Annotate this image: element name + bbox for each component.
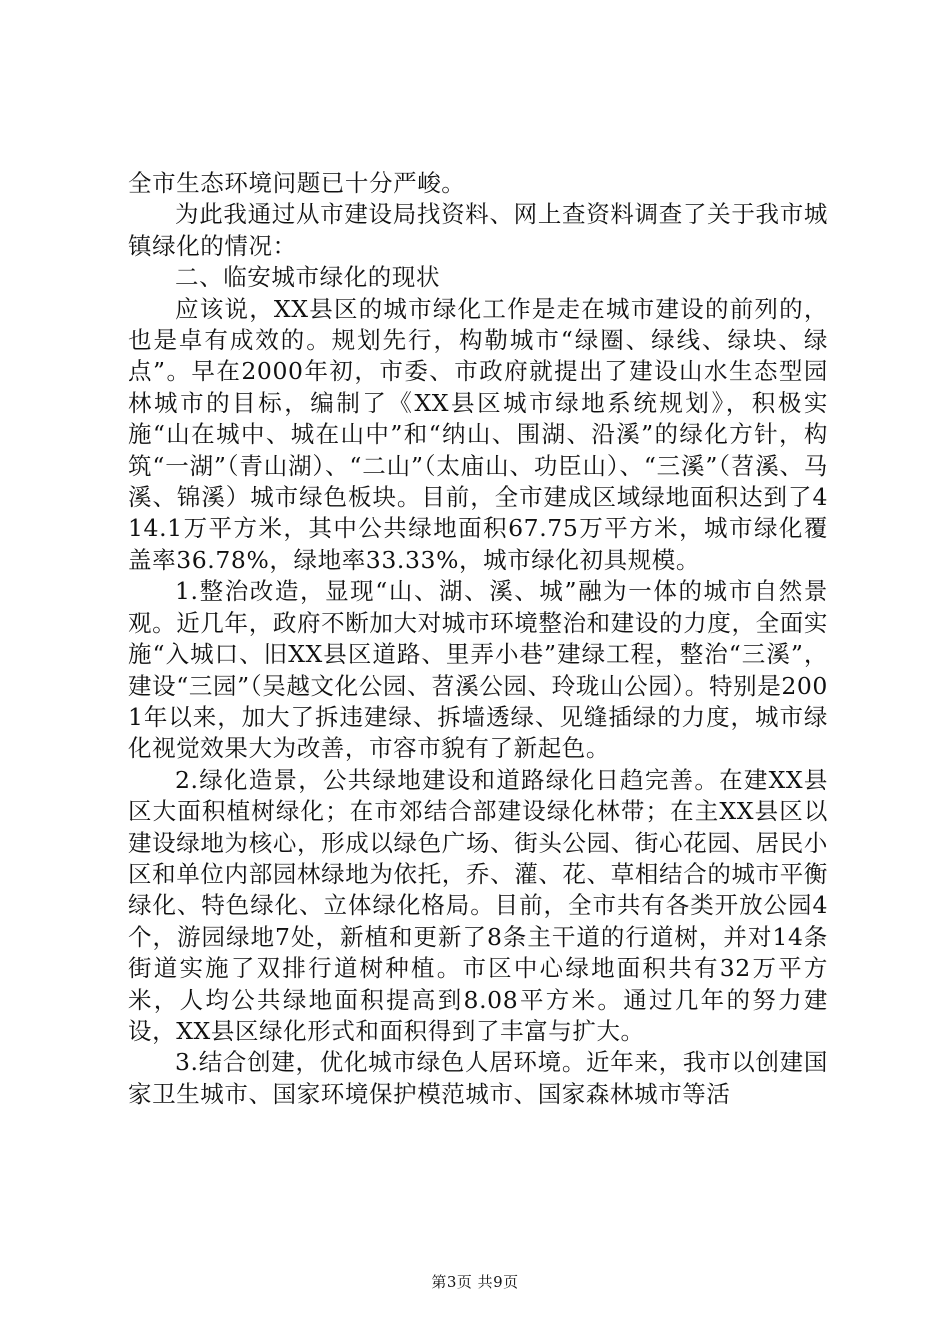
paragraph-item-3: 3.结合创建，优化城市绿色人居环境。近年来，我市以创建国家卫生城市、国家环境保护模范城市、国家森林城市等活 [128, 1048, 828, 1108]
paragraph-research-intro: 为此我通过从市建设局找资料、网上查资料调查了关于我市城镇绿化的情况： [128, 200, 828, 260]
document-body [128, 168, 828, 1110]
paragraph-item-1: 1.整治改造，显现“山、湖、溪、城”融为一体的城市自然景观。近几年，政府不断加大对城市环境整治和建设的力度，全面实施“入城口、旧XX县区道路、里弄小巷”建绿工程，整治“三溪”，建设“三园”（吴越文化公园、苕溪公园、玲珑山公园）。特别是2001年以来，加大了拆违建绿、拆墙透绿、见缝插绿的力度，城市绿化视觉效果大为改善，市容市貌有了新起色。 [128, 577, 828, 763]
section-heading: 二、临安城市绿化的现状 [175, 263, 441, 292]
paragraph-item-2: 2.绿化造景，公共绿地建设和道路绿化日趋完善。在建XX县区大面积植树绿化；在市郊结合部建设绿化林带；在主XX县区以建设绿地为核心，形成以绿色广场、街头公园、街心花园、居民小区和单位内部园林绿地为依托，乔、灌、花、草相结合的城市平衡绿化、特色绿化、立体绿化格局。目前，全市共有各类开放公园4个，游园绿地7处，新植和更新了8条主干道的行道树，并对14条街道实施了双排行道树种植。市区中心绿地面积共有32万平方米，人均公共绿地面积提高到8.08平方米。通过几年的努力建设，XX县区绿化形式和面积得到了丰富与扩大。 [128, 765, 828, 1045]
paragraph-overview: 应该说，XX县区的城市绿化工作是走在城市建设的前列的，也是卓有成效的。规划先行，构勒城市“绿圈、绿线、绿块、绿点”。早在2000年初，市委、市政府就提出了建设山水生态型园林城市的目标，编制了《XX县区城市绿地系统规划》，积极实施“山在城中、城在山中”和“纳山、围湖、沿溪”的绿化方针，构筑“一湖”（青山湖）、“二山”（太庙山、功臣山）、“三溪”（苕溪、马溪、锦溪）城市绿色板块。目前，全市建成区域绿地面积达到了414.1万平方米，其中公共绿地面积67.75万平方米，城市绿化覆盖率36.78%，绿地率33.33%，城市绿化初具规模。 [128, 294, 828, 574]
paragraph-continuation: 全市生态环境问题已十分严峻。 [128, 169, 466, 197]
page-number-footer: 第3页 共9页 [431, 1273, 519, 1291]
